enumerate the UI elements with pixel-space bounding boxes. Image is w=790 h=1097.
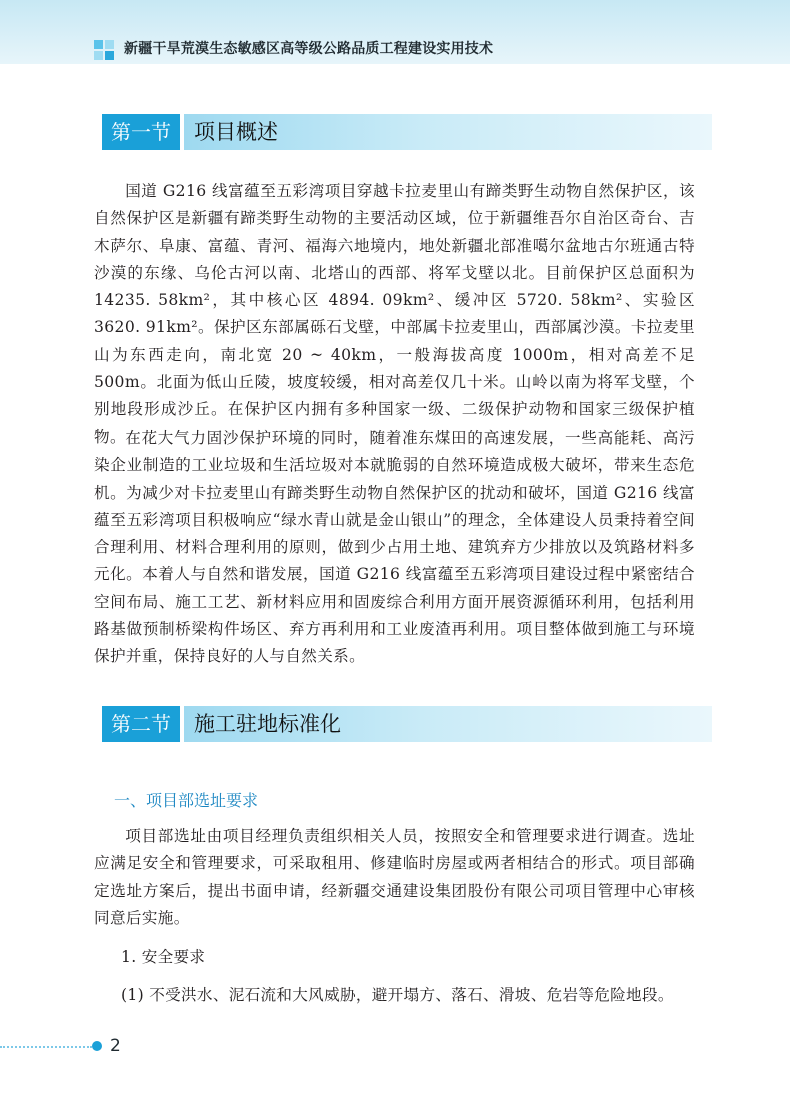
body-paragraph: 国道 G216 线富蕴至五彩湾项目穿越卡拉麦里山有蹄类野生动物自然保护区，该自然保护区是新疆有蹄类野生动物的主要活动区域，位于新疆维吾尔自治区奇台、吉木萨尔、阜康、富蕴、青河、福海六地境内，地处新疆北部准噶尔盆地古尔班通古特沙漠的东缘、乌伦古河以南、北塔山的西部、将军戈壁以北。目前保护区总面积为 14235. 58km²，其中核心区 4894. 09km²、缓冲区 5720. 58km²、实验区 3620. 91km²。保护区东部属砾石戈壁，中部属卡拉麦里山，西部属沙漠。卡拉麦里山为东西走向，南北宽 20 ~ 40km，一般海拔高度 1000m，相对高差不足 500m。北面为低山丘陵，坡度较缓，相对高差仅几十米。山岭以南为将军戈壁，个别地段形成沙丘。在保护区内拥有多种国家一级、二级保护动物和国家三级保护植物。 <box>94 182 695 446</box>
section-title: 项目概述 <box>194 120 278 144</box>
footer-dot-icon <box>92 1041 102 1051</box>
logo-squares-icon <box>94 40 114 60</box>
list-item: (1) 不受洪水、泥石流和大风威胁，避开塌方、落石、滑坡、危岩等危险地段。 <box>121 986 674 1004</box>
section-heading-2 <box>102 706 712 742</box>
running-header <box>0 0 790 64</box>
section-number: 第一节 <box>102 114 180 150</box>
subheading: 一、项目部选址要求 <box>114 791 259 810</box>
running-header-title: 新疆干旱荒漠生态敏感区高等级公路品质工程建设实用技术 <box>124 41 494 57</box>
list-item-heading: 1. 安全要求 <box>121 948 206 966</box>
section-heading-1 <box>102 114 712 150</box>
footer-dotted-rule <box>0 1046 92 1048</box>
section-title: 施工驻地标准化 <box>194 712 341 736</box>
page-number: 2 <box>110 1036 121 1056</box>
body-paragraph: 在花大气力固沙保护环境的同时，随着准东煤田的高速发展，一些高能耗、高污染企业制造的工业垃圾和生活垃圾对本就脆弱的自然环境造成极大破坏，带来生态危机。为减少对卡拉麦里山有蹄类野生动物自然保护区的扰动和破坏，国道 G216 线富蕴至五彩湾项目积极响应“绿水青山就是金山银山”的理念，全体建设人员秉持着空间合理利用、材料合理利用的原则，做到少占用土地、建筑弃方少排放以及筑路材料多元化。本着人与自然和谐发展，国道 G216 线富蕴至五彩湾项目建设过程中紧密结合空间布局、施工工艺、新材料应用和固废综合利用方面开展资源循环利用，包括利用路基做预制桥梁构件场区、弃方再利用和工业废渣再利用。项目整体做到施工与环境保护并重，保持良好的人与自然关系。 <box>94 429 695 666</box>
body-paragraph: 项目部选址由项目经理负责组织相关人员，按照安全和管理要求进行调查。选址应满足安全和管理要求，可采取租用、修建临时房屋或两者相结合的形式。项目部确定选址方案后，提出书面申请，经新疆交通建设集团股份有限公司项目管理中心审核同意后实施。 <box>94 827 695 927</box>
section-number: 第二节 <box>102 706 180 742</box>
